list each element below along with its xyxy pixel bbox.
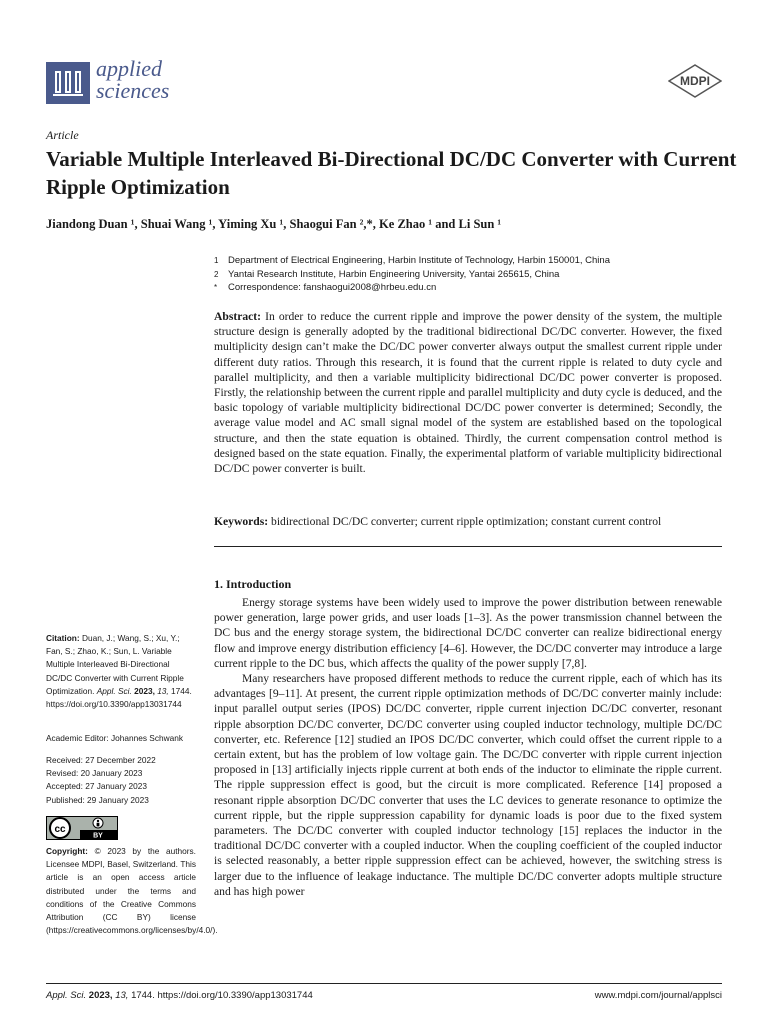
author-list: Jiandong Duan ¹, Shuai Wang ¹, Yiming Xu ¹, Shaogui Fan ²,*, Ke Zhao ¹ and Li Sun ¹ xyxy=(46,217,502,231)
date-accepted: Accepted: 27 January 2023 xyxy=(46,781,148,792)
affiliation-text: Department of Electrical Engineering, Harbin Institute of Technology, Harbin 150001, China xyxy=(228,255,610,266)
footer-volume: 13, xyxy=(115,990,129,1001)
footer-year: 2023, xyxy=(88,990,113,1001)
affiliation-text: Yantai Research Institute, Harbin Engineering University, Yantai 265615, China xyxy=(228,268,560,280)
footer-doi-link[interactable]: 1744. https://doi.org/10.3390/app13031744 xyxy=(131,990,313,1001)
date-published: Published: 29 January 2023 xyxy=(46,794,149,805)
cc-by-license-icon[interactable] xyxy=(46,816,118,840)
keywords-label: Keywords: xyxy=(214,515,269,528)
abstract-label: Abstract: xyxy=(214,310,262,323)
affiliation-marker: 1 xyxy=(214,256,219,265)
abstract xyxy=(214,309,722,476)
citation-journal: Appl. Sci. xyxy=(96,685,132,696)
date-received: Received: 27 December 2022 xyxy=(46,755,156,765)
citation-volume: 13, xyxy=(157,685,169,696)
date-revised: Revised: 20 January 2023 xyxy=(46,768,143,779)
academic-editor: Academic Editor: Johannes Schwank xyxy=(46,733,183,743)
copyright-text: © 2023 by the authors. Licensee MDPI, Basel, Switzerland. This article is an open access article distributed under the terms and conditions of the Creative Commons Attribution (CC BY) license (https://creativecommons.org/licenses/by/4.0/). xyxy=(46,846,218,936)
copyright-notice xyxy=(46,845,218,937)
footer-journal-url[interactable]: www.mdpi.com/journal/applsci xyxy=(594,990,722,1001)
mdpi-logo[interactable] xyxy=(668,64,722,98)
affiliation-item xyxy=(214,268,734,282)
citation-block xyxy=(46,632,196,711)
affiliation-item xyxy=(214,254,734,268)
mdpi-logo-text: MDPI xyxy=(680,74,710,88)
citation-year: 2023, xyxy=(134,685,155,696)
by-text: BY xyxy=(93,832,103,840)
journal-name-line2: sciences xyxy=(96,78,170,103)
keywords xyxy=(214,514,722,529)
citation-label: Citation: xyxy=(46,633,80,643)
citation-text: Duan, J.; Wang, S.; Xu, Y.; Fan, S.; Zhao, K.; Sun, L. Variable Multiple Interleaved Bi-Directional DC/DC Converter with Current Ripple Optimization. xyxy=(46,633,184,696)
affiliation-marker: * xyxy=(214,283,218,292)
footer-divider xyxy=(46,983,722,984)
correspondence[interactable] xyxy=(214,281,734,295)
abstract-text: In order to reduce the current ripple and improve the power density of the system, the multiple structure design is generally adopted by the traditional bidirectional DC/DC converter. However, the fixed multiplicity design can’t make the DC/DC power converter always output the smallest current ripple under different duty ratios. Through this research, it is found that the current ripple is related to duty cycle and parallel multiplicity, and then a variable multiplicity bidirectional DC/DC power converter is proposed. Firstly, the relationship between the current ripple and parallel multiplicity and duty cycle is deduced, and the basic topology of variable multiplicity bidirectional DC/DC power converter is determined; Secondly, the average value model and AC small signal model of the system are established based on the topological structure, and then the state equation is obtained. Thirdly, the current compensation control method is designed based on the state equation. Finally, the experimental platform of variable multiplicity bidirectional DC/DC power converter is built. xyxy=(214,310,722,476)
keywords-text: bidirectional DC/DC converter; current ripple optimization; constant current control xyxy=(271,515,662,528)
correspondence-text[interactable]: Correspondence: fanshaogui2008@hrbeu.edu.cn xyxy=(228,282,437,293)
introduction-body xyxy=(214,595,722,899)
section-title: 1. Introduction xyxy=(214,577,292,591)
paragraph: Energy storage systems have been widely used to improve the power distribution between renewable power generation, large power grids, and user loads [1–3]. As the power transmission channel between the DC bus and the energy storage system, the bidirectional DC/DC converter can realize bidirectional energy flow and improve energy distribution efficiency [4–6]. However, the DC/DC converter may introduce a large current ripple to the DC bus, which affects the quality of the power supply [7,8]. xyxy=(214,596,722,670)
article-type: Article xyxy=(46,128,79,142)
affiliations xyxy=(214,254,734,295)
journal-logo-icon xyxy=(46,62,90,104)
affiliation-marker: 2 xyxy=(214,269,219,279)
footer-citation xyxy=(46,990,313,1001)
paper-title: Variable Multiple Interleaved Bi-Directional DC/DC Converter with Current Ripple Optimization xyxy=(46,147,737,199)
footer-journal: Appl. Sci. xyxy=(46,990,87,1001)
citation-doi-link[interactable]: 1744. https://doi.org/10.3390/app13031744 xyxy=(46,685,192,710)
journal-name-line1: applied xyxy=(96,56,162,81)
journal-name xyxy=(96,58,169,102)
copyright-label: Copyright: xyxy=(46,846,88,856)
publication-dates xyxy=(46,754,196,807)
section-divider xyxy=(214,546,722,547)
paragraph: Many researchers have proposed different methods to reduce the current ripple, each of which has its advantages [9–11]. At present, the current ripple optimization methods of DC/DC converter mainly include: input parallel output series (IPOS) DC/DC converter, ripple current injection DC/DC converter, resonant ripple absorption DC/DC converter, DC/DC converter using coupled inductor technology, multiple DC/DC converter, etc. Reference [12] studied an IPOS DC/DC converter, which could offset the current ripple to a certain extent, but has the problem of low voltage gain. The DC/DC converter with ripple current injection proposed in [13] artificially injects ripple current at both ends of the inductor to eliminate the ripple current. The ripple suppression effect is good, but the circuit is more complicated. Reference [14] proposed a resonant ripple absorption DC/DC converter that uses the LC devices to generate resonance to optimize the current ripple, but the ripple suppression capability for dynamic loads is poor due to the fixed system parameters. The DC/DC converter with coupled inductor technology [15] replaces the inductor in the traditional DC/DC converter with a coupled inductor. When the coupling coefficient of the coupled inductor is selected reasonably, a better ripple suppression effect can be achieved, however, the switching stress is larger due to the influence of leakage inductance. The multiple DC/DC converter adopts multiple structure and has high power xyxy=(214,672,722,898)
cc-text: cc xyxy=(54,824,66,835)
